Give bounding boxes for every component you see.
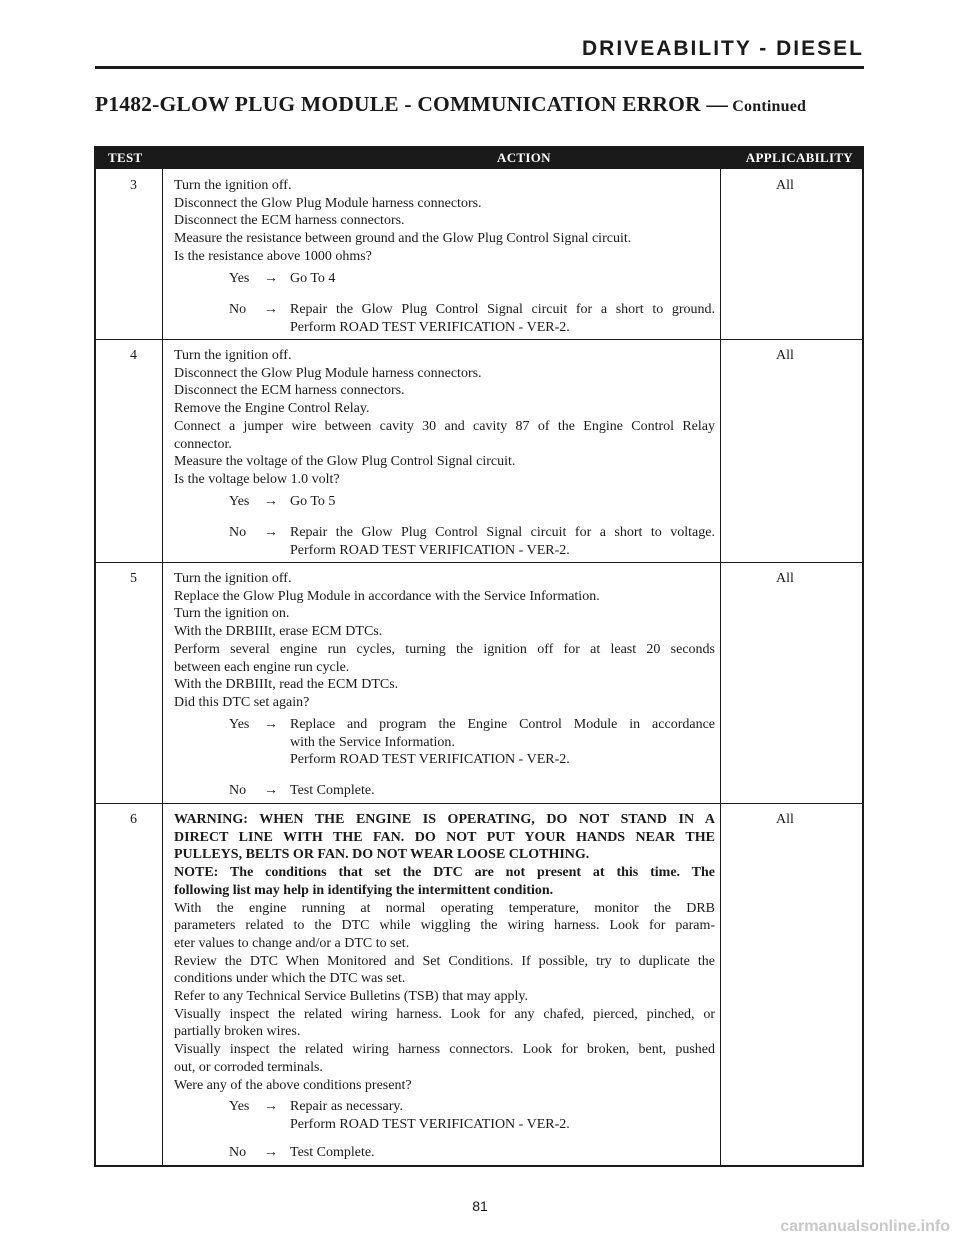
- test-action-steps: [174, 811, 715, 1094]
- applicability-value: All: [776, 571, 794, 586]
- arrow-icon: →: [264, 717, 278, 732]
- action-line: Turn the ignition off.: [174, 571, 292, 586]
- page-title: [95, 92, 806, 117]
- test-number: 6: [130, 812, 137, 827]
- action-line: Were any of the above conditions present?: [174, 1077, 412, 1093]
- action-line: With the DRBIIIt, read the ECM DTCs.: [174, 677, 399, 693]
- applicability-value: All: [776, 348, 794, 363]
- action-line: conditions under which the DTC was set.: [174, 971, 406, 987]
- action-line: Review the DTC When Monitored and Set Conditions. If possible, try to duplicate the: [174, 953, 715, 969]
- warning-line: WARNING: WHEN THE ENGINE IS OPERATING, DO NOT STAND IN A: [174, 812, 715, 827]
- action-line: partially broken wires.: [174, 1024, 301, 1040]
- applicability-value: All: [776, 178, 794, 193]
- action-line: With the DRBIIIt, erase ECM DTCs.: [174, 624, 383, 640]
- no-label: No: [229, 302, 247, 317]
- action-line: Measure the resistance between ground and the Glow Plug Control Signal circuit.: [174, 231, 632, 247]
- table-header: [94, 146, 864, 169]
- warning-line: PULLEYS, BELTS OR FAN. DO NOT WEAR LOOSE CLOTHING.: [174, 847, 590, 863]
- header-action: ACTION: [497, 150, 551, 165]
- action-line: Visually inspect the related wiring harness. Look for any chafed, pierced, pinched, or: [174, 1006, 715, 1022]
- action-line: parameters related to the DTC while wiggling the wiring harness. Look for param-: [174, 918, 715, 934]
- arrow-icon: →: [264, 525, 278, 540]
- no-label: No: [229, 1145, 247, 1160]
- note-line: NOTE: The conditions that set the DTC are not present at this time. The: [174, 865, 715, 881]
- page-number: 81: [472, 1198, 488, 1214]
- action-line: Did this DTC set again?: [174, 694, 310, 710]
- outcome-text: Repair as necessary.: [290, 1099, 403, 1114]
- outcome-text: Go To 5: [290, 494, 336, 509]
- action-line: Disconnect the ECM harness connectors.: [174, 213, 405, 229]
- action-line: Turn the ignition off.: [174, 348, 292, 363]
- outcome-text: Go To 4: [290, 271, 336, 286]
- test-action-steps: [174, 570, 715, 712]
- arrow-icon: →: [264, 1099, 278, 1114]
- applicability-value: All: [776, 812, 794, 827]
- header-applicability: APPLICABILITY: [745, 150, 853, 165]
- action-line: With the engine running at normal operating temperature, monitor the DRB: [174, 900, 715, 916]
- outcome-text: Perform ROAD TEST VERIFICATION - VER-2.: [290, 542, 570, 558]
- action-line: Replace the Glow Plug Module in accordance with the Service Information.: [174, 588, 600, 604]
- column-divider-applicability: [720, 169, 721, 1165]
- action-line: Is the resistance above 1000 ohms?: [174, 248, 372, 264]
- action-line: Turn the ignition on.: [174, 606, 290, 622]
- outcome-text: with the Service Information.: [290, 734, 455, 750]
- header-test: TEST: [108, 150, 143, 165]
- note-line: following list may help in identifying the intermittent condition.: [174, 882, 554, 898]
- action-line: Perform several engine run cycles, turning the ignition off for at least 20 seconds: [174, 641, 715, 657]
- page-title-main: P1482-GLOW PLUG MODULE - COMMUNICATION ERROR —: [95, 92, 729, 116]
- outcome-text: Perform ROAD TEST VERIFICATION - VER-2.: [290, 1116, 570, 1132]
- test-action-steps: [174, 177, 715, 266]
- outcome-text: Perform ROAD TEST VERIFICATION - VER-2.: [290, 319, 570, 335]
- watermark: carmanualsonline.info: [780, 1218, 950, 1235]
- arrow-icon: →: [264, 302, 278, 317]
- action-line: out, or corroded terminals.: [174, 1059, 323, 1075]
- action-line: Refer to any Technical Service Bulletins (TSB) that may apply.: [174, 989, 528, 1005]
- action-line: between each engine run cycle.: [174, 659, 350, 675]
- action-line: Disconnect the Glow Plug Module harness connectors.: [174, 365, 482, 381]
- outcome-text: Replace and program the Engine Control Module in accordance: [290, 717, 715, 732]
- action-line: Remove the Engine Control Relay.: [174, 401, 370, 417]
- outcome-text: Test Complete.: [290, 783, 375, 798]
- arrow-icon: →: [264, 783, 278, 798]
- arrow-icon: →: [264, 271, 278, 286]
- row-divider: [94, 562, 864, 563]
- test-number: 5: [130, 571, 137, 586]
- column-divider-test: [162, 169, 163, 1165]
- outcome-text: Test Complete.: [290, 1145, 375, 1160]
- action-line: connector.: [174, 436, 232, 452]
- row-divider: [94, 803, 864, 804]
- arrow-icon: →: [264, 494, 278, 509]
- action-line: eter values to change and/or a DTC to set.: [174, 935, 410, 951]
- outcome-text: Perform ROAD TEST VERIFICATION - VER-2.: [290, 752, 570, 768]
- no-label: No: [229, 525, 247, 540]
- test-number: 4: [130, 348, 137, 363]
- yes-label: Yes: [229, 717, 250, 732]
- page-title-continued: Continued: [728, 98, 807, 115]
- row-divider: [94, 339, 864, 340]
- action-line: Disconnect the Glow Plug Module harness connectors.: [174, 195, 482, 211]
- test-action-steps: [174, 347, 715, 489]
- action-line: Disconnect the ECM harness connectors.: [174, 383, 405, 399]
- arrow-icon: →: [264, 1145, 278, 1160]
- test-number: 3: [130, 178, 137, 193]
- no-label: No: [229, 783, 247, 798]
- action-line: Is the voltage below 1.0 volt?: [174, 471, 340, 487]
- action-line: Measure the voltage of the Glow Plug Control Signal circuit.: [174, 454, 516, 470]
- action-line: Visually inspect the related wiring harness connectors. Look for broken, bent, pushed: [174, 1042, 715, 1058]
- warning-line: DIRECT LINE WITH THE FAN. DO NOT PUT YOUR HANDS NEAR THE: [174, 829, 715, 845]
- yes-label: Yes: [229, 494, 250, 509]
- header-rule: [95, 66, 864, 69]
- action-line: Turn the ignition off.: [174, 178, 292, 193]
- section-header: DRIVEABILITY - DIESEL: [582, 37, 864, 60]
- action-line: Connect a jumper wire between cavity 30 and cavity 87 of the Engine Control Relay: [174, 418, 715, 434]
- outcome-text: Repair the Glow Plug Control Signal circuit for a short to ground.: [290, 302, 715, 317]
- yes-label: Yes: [229, 271, 250, 286]
- yes-label: Yes: [229, 1099, 250, 1114]
- outcome-text: Repair the Glow Plug Control Signal circuit for a short to voltage.: [290, 525, 715, 540]
